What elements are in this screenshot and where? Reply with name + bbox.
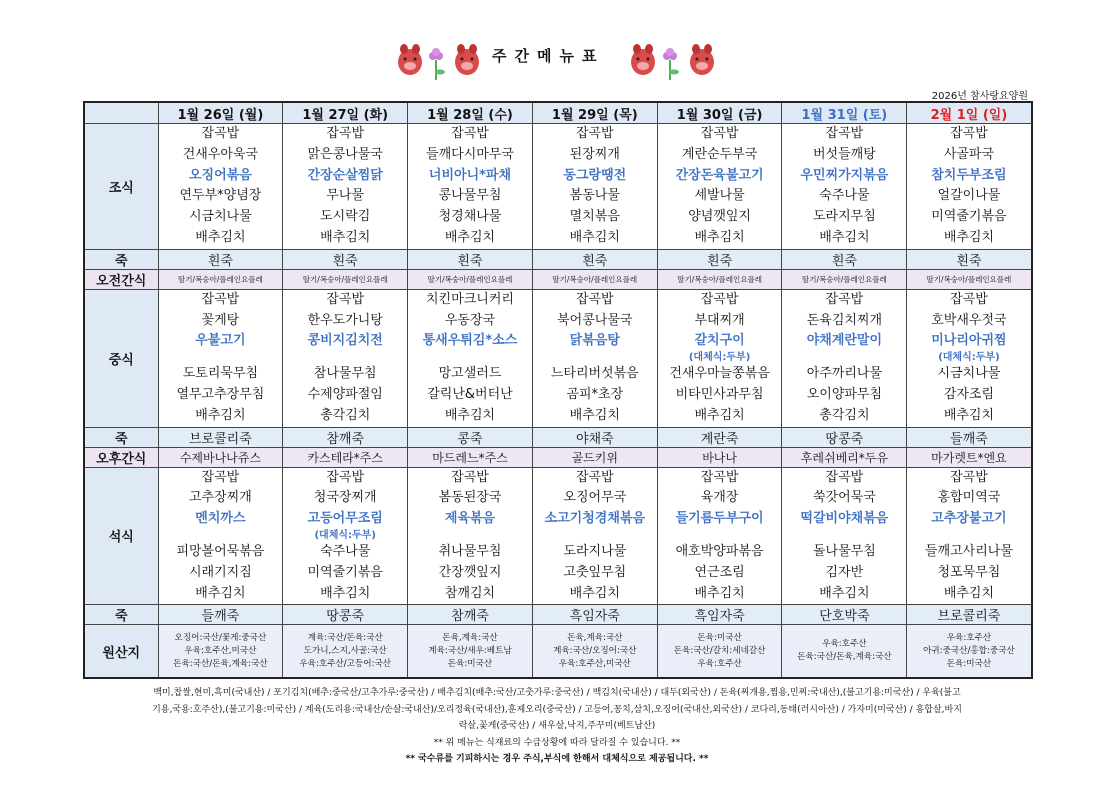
menu-item: 시금치나물 <box>937 366 1001 382</box>
snack-cell: 바나나 <box>657 447 782 467</box>
menu-item: 잡곡밥 <box>700 469 739 485</box>
menu-item: 멘치까스 <box>195 511 246 527</box>
menu-item: 미나리아귀찜 <box>931 333 1007 349</box>
menu-item: 배추김치 <box>569 229 620 245</box>
porridge-cell: 흰죽 <box>782 249 907 269</box>
menu-item: 양념깻잎지 <box>688 209 751 225</box>
lunch-cell <box>408 289 533 427</box>
menu-item: 고추장불고기 <box>931 511 1007 527</box>
menu-item: 고추장찌개 <box>189 490 252 506</box>
menu-item: 떡갈비야채볶음 <box>800 511 889 527</box>
menu-item: 잡곡밥 <box>451 126 489 141</box>
porridge-cell: 흰죽 <box>907 249 1032 269</box>
menu-item: 우동장국 <box>444 312 496 328</box>
origin-cell <box>657 625 782 679</box>
menu-item: 간장순살찜닭 <box>307 167 383 183</box>
porridge-cell: 야채죽 <box>532 427 657 447</box>
breakfast-cell <box>408 124 533 250</box>
dinner-cell <box>158 467 283 605</box>
footer-note-line: 기용,국용:호주산),(불고기용:미국산) / 계육(도리용:국내산/순살:국내산)/오리정육(국내산),훈제오리(중국산) / 고등어,꽁치,삼치,오징어(국내산,외국산) / 코다리,동태(러시아산) / 가자미(미국산) / 홍합살,바지 <box>152 704 962 715</box>
menu-item: 사골파국 <box>943 146 995 162</box>
menu-item: 잡곡밥 <box>326 291 365 307</box>
origin-line: 돈육,계육:국산 <box>567 632 623 643</box>
menu-item: 잡곡밥 <box>201 469 240 485</box>
origin-line: 오징어:국산/꽃게:중국산 <box>174 632 267 643</box>
menu-item: 봄동된장국 <box>438 490 502 506</box>
lunch-cell <box>283 289 408 427</box>
menu-item: 배추김치 <box>195 229 246 245</box>
spacer <box>159 352 283 364</box>
menu-item: 잡곡밥 <box>201 291 240 307</box>
menu-item: 통새우튀김*소스 <box>422 333 518 349</box>
afternoon-snack-label: 오후간식 <box>84 447 158 467</box>
menu-item: 잡곡밥 <box>700 126 739 141</box>
lunch-cell <box>782 289 907 427</box>
porridge-cell: 들깨죽 <box>158 605 283 625</box>
menu-item: 배추김치 <box>694 407 745 423</box>
origin-line: 돈육:미국산 <box>697 632 742 643</box>
pig-icon <box>628 40 658 82</box>
origin-label: 원산지 <box>84 625 158 679</box>
menu-item: 세발나물 <box>694 188 745 204</box>
menu-item: 오이양파무침 <box>806 386 883 402</box>
porridge-cell: 흰죽 <box>408 249 533 269</box>
menu-item: 야채계란말이 <box>806 333 883 349</box>
snack-cell: 딸기/복숭아/플레인요플레 <box>532 269 657 289</box>
menu-item: 북어콩나물국 <box>557 312 633 328</box>
flower-icon <box>659 40 681 82</box>
menu-item: 배추김치 <box>195 585 246 601</box>
snack-cell: 마드레느*주스 <box>408 447 533 467</box>
snack-cell: 카스테라*주스 <box>283 447 408 467</box>
porridge-cell: 흰죽 <box>657 249 782 269</box>
origin-line: 계육:국산/돈육:국산 <box>307 632 383 643</box>
menu-item: 감자조림 <box>943 386 995 402</box>
menu-item: 도라지무침 <box>812 209 876 225</box>
menu-item: 청국장찌개 <box>313 490 377 506</box>
menu-item: 총각김치 <box>819 407 870 423</box>
menu-item: 배추김치 <box>195 407 246 423</box>
snack-cell: 골드키위 <box>532 447 657 467</box>
menu-item: 배추김치 <box>943 585 995 601</box>
menu-item: 곰피*초장 <box>566 386 624 402</box>
menu-item: 고등어무조림 <box>307 511 383 527</box>
menu-item: 시래기지짐 <box>189 564 252 580</box>
menu-item: 미역줄기볶음 <box>307 564 383 580</box>
menu-item: 멸치볶음 <box>569 209 620 225</box>
menu-item: 연근조림 <box>694 564 745 580</box>
menu-item: 배추김치 <box>694 229 745 245</box>
porridge-cell: 흑임자죽 <box>657 605 782 625</box>
porridge-cell: 계란죽 <box>657 427 782 447</box>
porridge-cell: 땅콩죽 <box>782 427 907 447</box>
menu-item: 오징어볶음 <box>189 167 252 183</box>
porridge-cell: 흰죽 <box>532 249 657 269</box>
menu-item: 잡곡밥 <box>950 126 988 141</box>
porridge-cell: 땅콩죽 <box>283 605 408 625</box>
menu-item: 쑥갓어묵국 <box>812 490 876 506</box>
origin-line: 아귀:중국산/홍합:중국산 <box>923 645 1015 656</box>
porridge-cell: 흑임자죽 <box>532 605 657 625</box>
menu-item: 된장찌개 <box>569 146 620 162</box>
menu-item: 잡곡밥 <box>700 291 739 307</box>
pig-icon <box>395 40 425 82</box>
origin-line: 우육:호주산 <box>822 639 867 650</box>
menu-item: 연두부*양념장 <box>179 188 262 204</box>
menu-item: 미역줄기볶음 <box>931 209 1007 225</box>
menu-item: 총각김치 <box>320 407 371 423</box>
dinner-cell <box>408 467 533 605</box>
menu-item: 잡곡밥 <box>326 469 365 485</box>
day-header: 1월 26일 (월) <box>158 102 283 124</box>
menu-table <box>83 101 1033 679</box>
menu-item: 꽃게탕 <box>201 312 240 328</box>
menu-item: 닭볶음탕 <box>569 333 620 349</box>
breakfast-cell <box>283 124 408 250</box>
menu-item: 부대찌개 <box>694 312 745 328</box>
spacer <box>283 352 407 364</box>
lunch-cell <box>657 289 782 427</box>
menu-item: 제육볶음 <box>444 511 496 527</box>
menu-item: 육개장 <box>700 490 739 506</box>
snack-cell: 마가렛트*엔요 <box>907 447 1032 467</box>
snack-cell: 딸기/복숭아/플레인요플레 <box>657 269 782 289</box>
menu-item: 돌나물무침 <box>812 543 876 559</box>
menu-item: 간장돈육불고기 <box>675 167 764 183</box>
menu-item: 우민찌가지볶음 <box>800 167 889 183</box>
menu-item: 애호박양파볶음 <box>675 543 764 559</box>
day-header: 1월 29일 (목) <box>532 102 657 124</box>
menu-item: 홍합미역국 <box>937 490 1001 506</box>
snack-cell: 딸기/복숭아/플레인요플레 <box>158 269 283 289</box>
porridge-cell: 참깨죽 <box>408 605 533 625</box>
origin-line: 계육:국산/오징어:국산 <box>553 645 637 656</box>
spacer <box>159 530 283 542</box>
breakfast-cell <box>532 124 657 250</box>
snack-cell: 딸기/복숭아/플레인요플레 <box>408 269 533 289</box>
snack-cell: 딸기/복숭아/플레인요플레 <box>907 269 1032 289</box>
menu-item: 소고기청경채볶음 <box>544 511 646 527</box>
menu-item: 잡곡밥 <box>950 291 988 307</box>
snack-cell: 수제바나나쥬스 <box>158 447 283 467</box>
menu-item: 숙주나물 <box>819 188 870 204</box>
breakfast-cell <box>657 124 782 250</box>
menu-item: 피망볼어묵볶음 <box>176 543 265 559</box>
menu-item: 취나물무침 <box>438 543 502 559</box>
footer-note-line: ** 국수류를 기피하시는 경우 주식,부식에 한해서 대체식으로 제공됩니다. ** <box>405 754 709 764</box>
day-header: 2월 1일 (일) <box>907 102 1032 124</box>
porridge-label: 죽 <box>84 249 158 269</box>
porridge-cell: 브로콜리죽 <box>907 605 1032 625</box>
origin-line: 우육:호주산 <box>697 658 742 669</box>
menu-item: 참깨김치 <box>444 585 496 601</box>
menu-item: 김자반 <box>825 564 864 580</box>
menu-item: 잡곡밥 <box>575 126 614 141</box>
lunch-label: 중식 <box>84 289 158 427</box>
menu-item: 치킨마크니커리 <box>426 291 514 307</box>
lunch-cell <box>158 289 283 427</box>
menu-item: 배추김치 <box>694 585 745 601</box>
menu-item: 잡곡밥 <box>825 126 864 141</box>
porridge-cell: 브로콜리죽 <box>158 427 283 447</box>
porridge-label: 죽 <box>84 605 158 625</box>
morning-snack-label: 오전간식 <box>84 269 158 289</box>
origin-line: 도가니,스지,사골:국산 <box>303 645 387 656</box>
footer-notes <box>83 685 1031 768</box>
menu-item: 잡곡밥 <box>825 291 864 307</box>
menu-item: 청포묵무침 <box>937 564 1001 580</box>
snack-cell: 후레쉬베리*두유 <box>782 447 907 467</box>
menu-item: 배추김치 <box>943 229 995 245</box>
footer-note-line: 락살,꽃게(중국산) / 새우살,낙지,주꾸미(베트남산) <box>458 721 656 731</box>
breakfast-label: 조식 <box>84 124 158 250</box>
menu-item: 봄동나물 <box>569 188 620 204</box>
menu-item: 수제양파절임 <box>307 386 383 402</box>
origin-cell <box>158 625 283 679</box>
menu-item: 잡곡밥 <box>575 469 614 485</box>
porridge-cell: 흰죽 <box>158 249 283 269</box>
menu-item: 잡곡밥 <box>825 469 864 485</box>
menu-item: 배추김치 <box>444 229 496 245</box>
pig-icon <box>687 40 717 82</box>
menu-item: 참치두부조림 <box>931 167 1007 183</box>
origin-line: 돈육,계육:국산 <box>442 632 498 643</box>
breakfast-cell <box>782 124 907 250</box>
menu-item: 배추김치 <box>569 407 620 423</box>
menu-item: 건새우아욱국 <box>182 146 259 162</box>
dinner-cell <box>657 467 782 605</box>
menu-item: 아주까리나물 <box>806 366 883 382</box>
menu-item: 들깨다시마무국 <box>426 146 514 162</box>
dinner-cell <box>907 467 1032 605</box>
menu-item: 느타리버섯볶음 <box>550 366 639 382</box>
day-header: 1월 28일 (수) <box>408 102 533 124</box>
alt-menu-note: (대체식:두부) <box>314 529 376 541</box>
title-area <box>0 40 1115 86</box>
menu-item: 숙주나물 <box>320 543 371 559</box>
menu-item: 간장깻잎지 <box>438 564 502 580</box>
origin-line: 우육:호주산/고등어:국산 <box>299 658 392 669</box>
spacer <box>533 530 657 542</box>
menu-item: 한우도가니탕 <box>307 312 383 328</box>
origin-line: 우육:호주산,미국산 <box>558 658 631 669</box>
menu-item: 들기름두부구이 <box>675 511 764 527</box>
breakfast-cell <box>907 124 1032 250</box>
day-header: 1월 27일 (화) <box>283 102 408 124</box>
origin-line: 돈육:미국산 <box>946 658 992 669</box>
menu-item: 잡곡밥 <box>575 291 614 307</box>
day-header: 1월 31일 (토) <box>782 102 907 124</box>
menu-item: 갈치구이 <box>694 333 745 349</box>
menu-item: 갈릭난&버터난 <box>427 386 513 402</box>
corner-cell <box>84 102 158 124</box>
porridge-label: 죽 <box>84 427 158 447</box>
footer-note-line: 백미,찹쌀,현미,흑미(국내산) / 포기김치(배추:중국산/고추가루:중국산) / 배추김치(배추:국산/고춧가루:중국산) / 백김치(국내산) / 대두(외국산) / 돈육(찌개용,찜용,민찌:국내산),(불고기용:미국산) / 우육(불고 <box>153 688 961 698</box>
menu-item: 계란순두부국 <box>681 146 758 162</box>
menu-item: 잡곡밥 <box>451 469 489 485</box>
menu-item: 잡곡밥 <box>201 126 240 141</box>
porridge-cell: 단호박죽 <box>782 605 907 625</box>
menu-item: 얼갈이나물 <box>937 188 1001 204</box>
origin-line: 돈육:국산/돈육,계육:국산 <box>173 658 268 669</box>
menu-item: 도시락김 <box>320 209 371 225</box>
dinner-cell <box>782 467 907 605</box>
porridge-cell: 콩죽 <box>408 427 533 447</box>
menu-item: 청경채나물 <box>438 209 502 225</box>
menu-item: 동그랑땡전 <box>563 167 627 183</box>
snack-cell: 딸기/복숭아/플레인요플레 <box>283 269 408 289</box>
origin-cell <box>408 625 533 679</box>
menu-item: 건새우마늘쫑볶음 <box>669 366 770 382</box>
menu-item: 콩나물무침 <box>438 188 502 204</box>
origin-line: 우육:호주산,미국산 <box>184 645 257 656</box>
menu-item: 배추김치 <box>320 585 371 601</box>
lunch-cell <box>907 289 1032 427</box>
alt-menu-note: (대체식:두부) <box>688 352 751 364</box>
flower-icon <box>425 40 447 82</box>
menu-item: 잡곡밥 <box>326 126 365 141</box>
origin-line: 돈육:국산/돈육,계육:국산 <box>797 652 892 663</box>
menu-item: 배추김치 <box>320 229 371 245</box>
menu-item: 잡곡밥 <box>950 469 988 485</box>
menu-item: 맑은콩나물국 <box>307 146 383 162</box>
spacer <box>782 352 906 364</box>
menu-item: 배추김치 <box>569 585 620 601</box>
origin-cell <box>532 625 657 679</box>
origin-line: 우육:호주산 <box>946 632 992 643</box>
page-title: 주간메뉴표 <box>492 47 605 65</box>
menu-item: 무나물 <box>326 188 365 204</box>
breakfast-cell <box>158 124 283 250</box>
menu-item: 버섯들깨탕 <box>812 146 876 162</box>
day-header: 1월 30일 (금) <box>657 102 782 124</box>
menu-item: 도라지나물 <box>563 543 627 559</box>
origin-line: 돈육:미국산 <box>447 658 493 669</box>
dinner-cell <box>283 467 408 605</box>
menu-item: 너비아니*파채 <box>428 167 512 183</box>
pig-icon <box>452 40 482 82</box>
menu-item: 배추김치 <box>819 585 870 601</box>
menu-item: 우불고기 <box>195 333 246 349</box>
menu-item: 고춧잎무침 <box>563 564 627 580</box>
menu-item: 열무고추장무침 <box>176 386 265 402</box>
organization-label: 2026년 참사랑요양원 <box>931 91 1028 102</box>
dinner-label: 석식 <box>84 467 158 605</box>
porridge-cell: 참깨죽 <box>283 427 408 447</box>
spacer <box>782 530 906 542</box>
snack-cell: 딸기/복숭아/플레인요플레 <box>782 269 907 289</box>
menu-item: 콩비지김치전 <box>307 333 383 349</box>
origin-line: 돈육:국산/갈치:세네갈산 <box>673 645 766 656</box>
menu-item: 비타민사과무침 <box>675 386 764 402</box>
porridge-cell: 들깨죽 <box>907 427 1032 447</box>
menu-item: 오징어무국 <box>563 490 627 506</box>
menu-item: 돈육김치찌개 <box>806 312 883 328</box>
menu-item: 호박새우젓국 <box>931 312 1007 328</box>
spacer <box>408 530 532 542</box>
origin-cell <box>283 625 408 679</box>
origin-line: 계육:국산/새우:베트남 <box>428 645 512 656</box>
menu-item: 배추김치 <box>819 229 870 245</box>
menu-item: 참나물무침 <box>313 366 377 382</box>
dinner-cell <box>532 467 657 605</box>
menu-item: 망고샐러드 <box>438 366 502 382</box>
menu-item: 시금치나물 <box>189 209 252 225</box>
origin-cell <box>782 625 907 679</box>
menu-item: 배추김치 <box>943 407 995 423</box>
lunch-cell <box>532 289 657 427</box>
alt-menu-note: (대체식:두부) <box>938 352 1000 364</box>
spacer <box>533 352 657 364</box>
menu-item: 배추김치 <box>444 407 496 423</box>
origin-cell <box>907 625 1032 679</box>
footer-note-line: ** 위 메뉴는 식재료의 수급상황에 따라 달라질 수 있습니다. ** <box>433 737 681 748</box>
porridge-cell: 흰죽 <box>283 249 408 269</box>
spacer <box>658 530 782 542</box>
spacer <box>907 530 1030 542</box>
menu-item: 들깨고사리나물 <box>924 543 1013 559</box>
spacer <box>408 352 532 364</box>
menu-item: 도토리묵무침 <box>182 366 259 382</box>
